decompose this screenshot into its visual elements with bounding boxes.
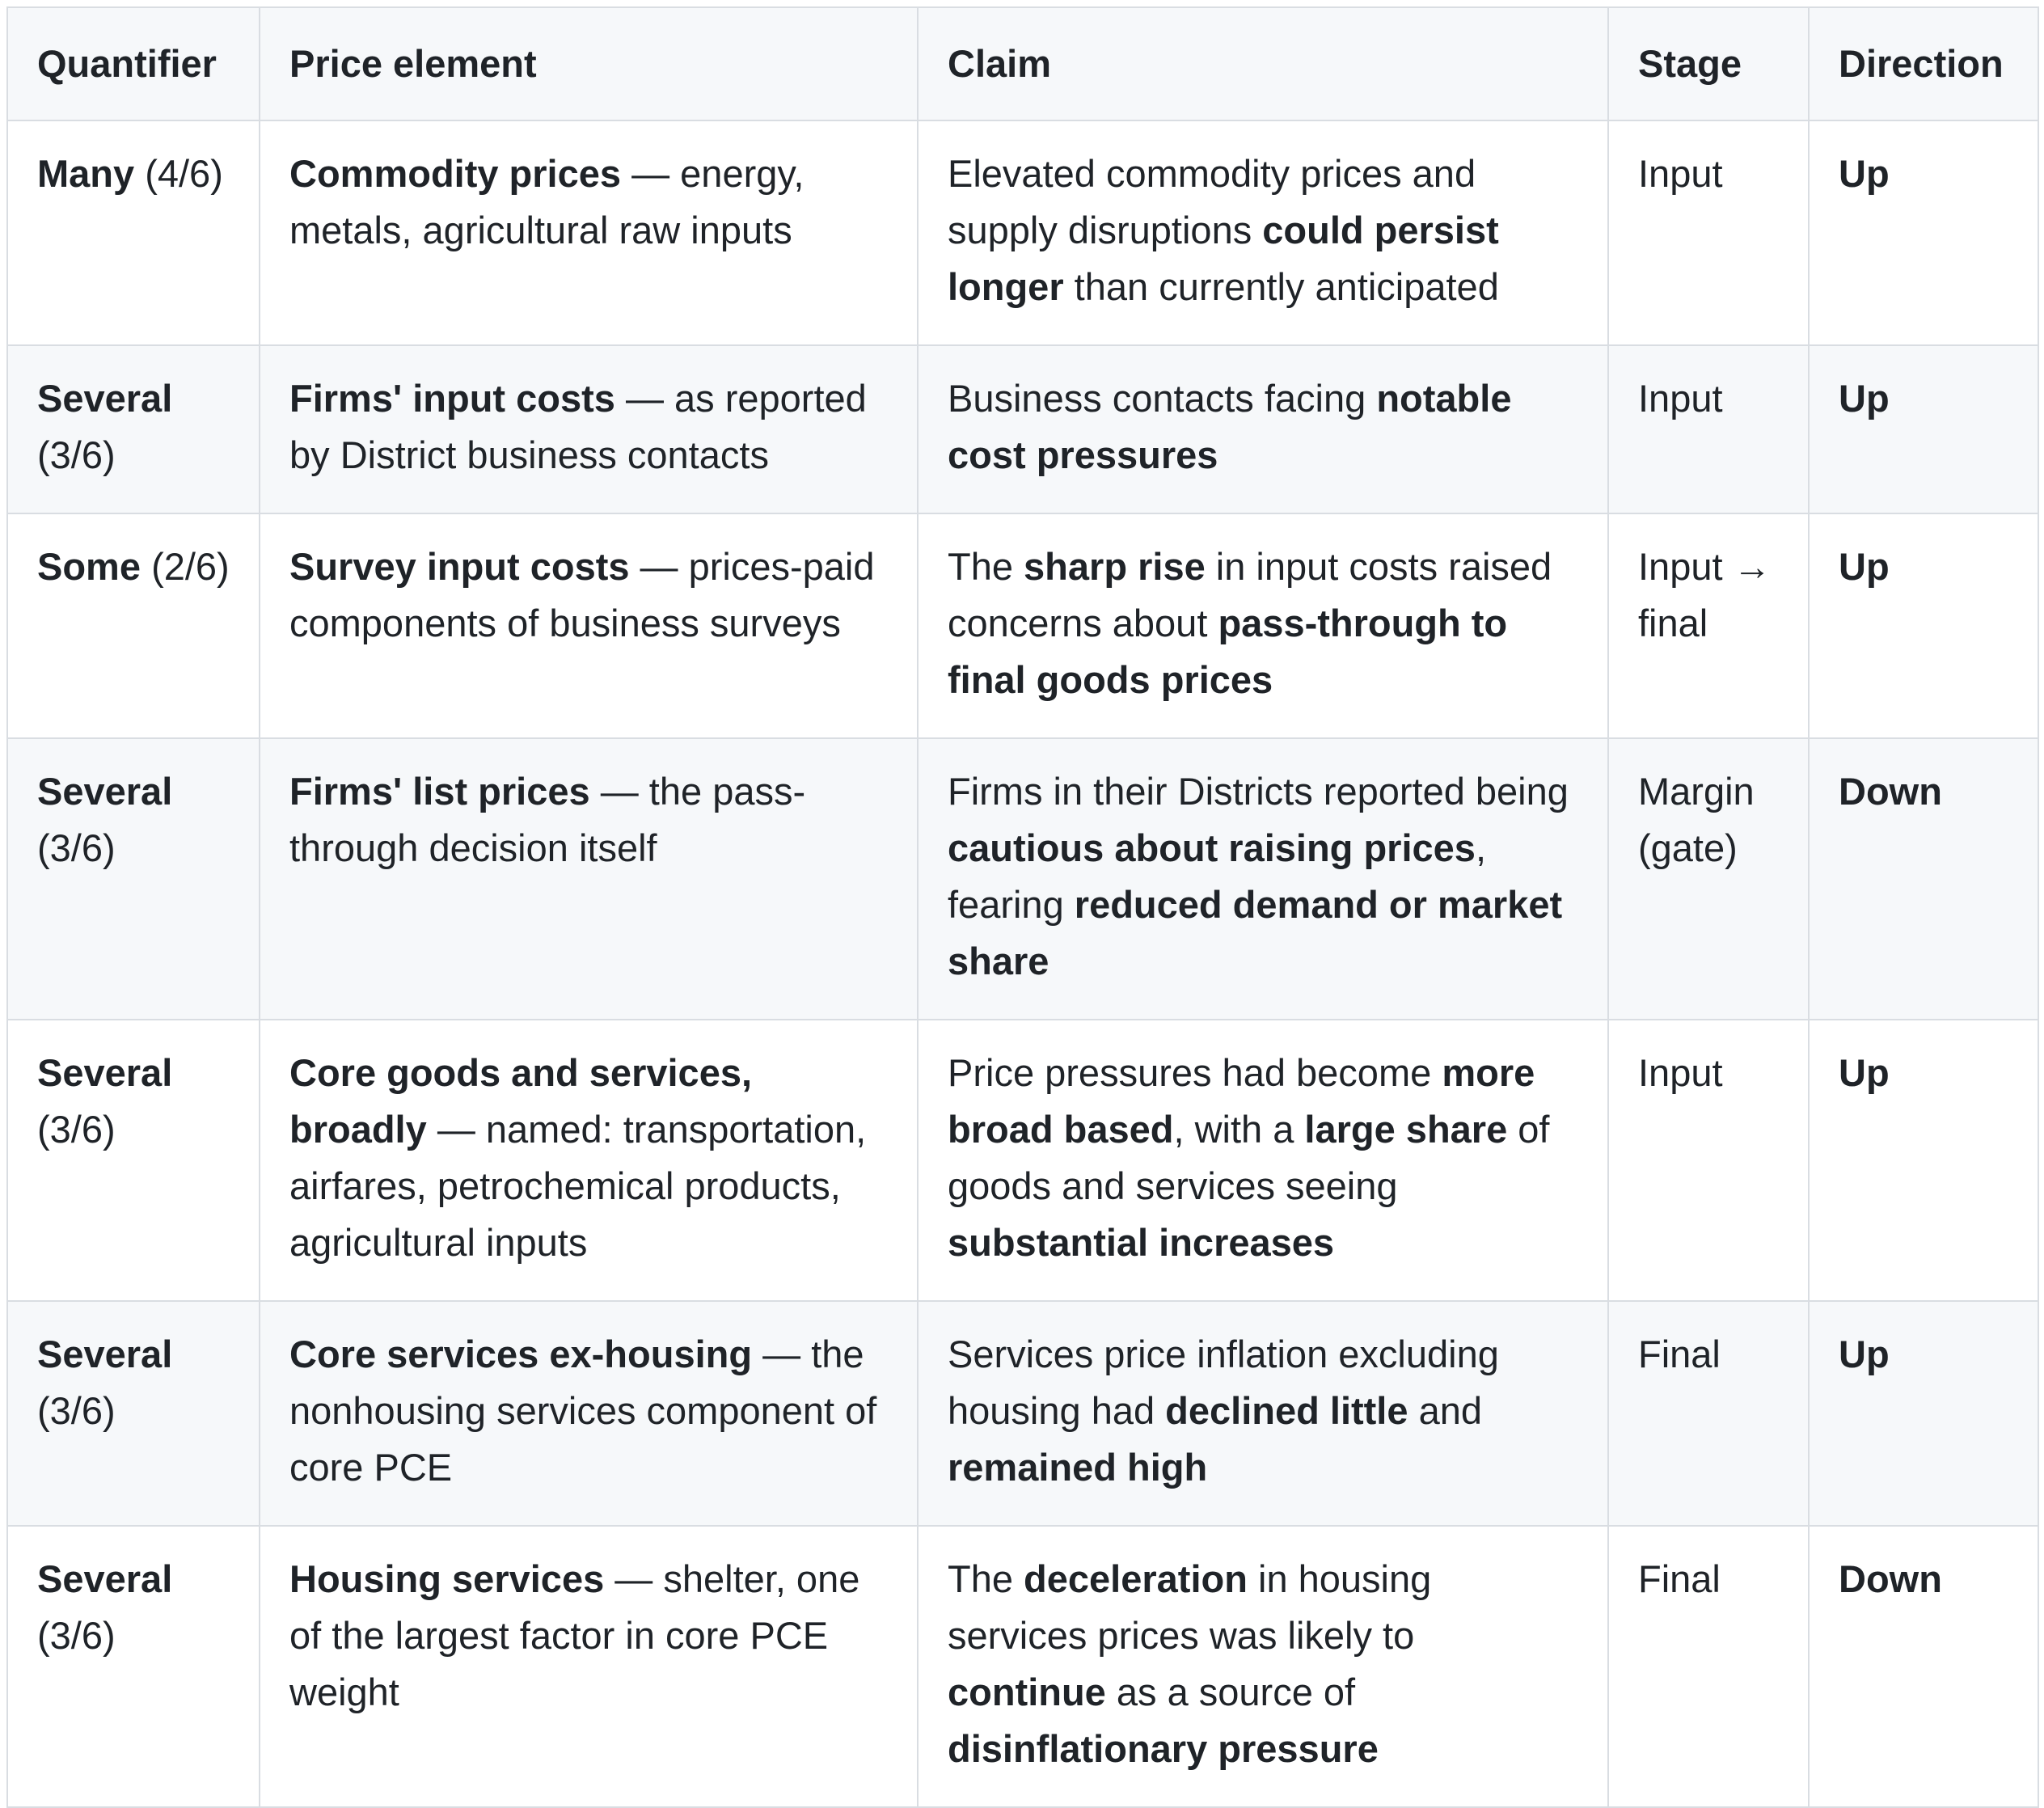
price-element-name: Core goods and services, broadly (289, 1051, 753, 1151)
price-element-name: Housing services (289, 1557, 605, 1600)
direction-value: Up (1839, 377, 1890, 420)
claim-emphasis: notable cost pressures (948, 377, 1512, 476)
price-element-cell: Core services ex-housing — the nonhousing services component of core PCE (260, 1301, 918, 1526)
table-body (7, 120, 2038, 1807)
header-row (7, 7, 2038, 120)
quantifier-cell (7, 513, 260, 738)
header-price-element: Price element (260, 7, 918, 120)
price-element-description: the nonhousing services component of core PCE (289, 1333, 877, 1489)
quantifier-cell (7, 1301, 260, 1526)
quantifier-count: (4/6) (145, 152, 223, 195)
quantifier-word: Several (37, 770, 173, 813)
table-row (7, 738, 2038, 1020)
claim-emphasis: large share (1304, 1108, 1508, 1151)
table-container (6, 6, 2038, 1808)
price-element-cell: Firms' list prices — the pass-through decision itself (260, 738, 918, 1020)
header-direction: Direction (1809, 7, 2038, 120)
direction-cell (1809, 513, 2038, 738)
claim-cell (918, 738, 1608, 1020)
claim-text: than currently anticipated (1063, 265, 1499, 308)
table-row (7, 1301, 2038, 1526)
claim-emphasis: could persist longer (948, 209, 1499, 308)
price-element-name: Core services ex-housing (289, 1333, 753, 1375)
direction-cell (1809, 120, 2038, 345)
claim-emphasis: pass-through to final goods prices (948, 602, 1508, 701)
table-row (7, 513, 2038, 738)
claim-emphasis: disinflationary pressure (948, 1727, 1379, 1770)
price-element-cell: Commodity prices — energy, metals, agricultural raw inputs (260, 120, 918, 345)
quantifier-count: (3/6) (37, 433, 116, 476)
header-claim: Claim (918, 7, 1608, 120)
price-element-description: as reported by District business contacts (289, 377, 867, 476)
claim-text: and (1408, 1389, 1482, 1432)
direction-value: Up (1839, 545, 1890, 588)
price-element-description: prices-paid components of business surveys (289, 545, 875, 644)
claim-cell (918, 1526, 1608, 1807)
claim-text: of goods and services seeing (948, 1108, 1550, 1207)
stage-cell: Input (1608, 345, 1809, 513)
direction-cell (1809, 1301, 2038, 1526)
claim-cell (918, 1301, 1608, 1526)
direction-value: Up (1839, 1333, 1890, 1375)
price-element-description: shelter, one of the largest factor in core PCE weight (289, 1557, 860, 1713)
quantifier-word: Some (37, 545, 141, 588)
claim-text: as a source of (1105, 1671, 1356, 1713)
table-row (7, 120, 2038, 345)
direction-value: Up (1839, 152, 1890, 195)
claim-text: , fearing (948, 826, 1486, 926)
claim-text: The (948, 545, 1024, 588)
quantifier-cell (7, 120, 260, 345)
price-element-cell: Core goods and services, broadly — named: transportation, airfares, petrochemical products, agricultural inputs (260, 1020, 918, 1301)
stage-cell: Margin (gate) (1608, 738, 1809, 1020)
quantifier-word: Several (37, 1051, 173, 1094)
claim-emphasis: cautious about raising prices (948, 826, 1476, 869)
quantifier-cell (7, 345, 260, 513)
price-element-cell: Survey input costs — prices-paid components of business surveys (260, 513, 918, 738)
claim-text: The (948, 1557, 1024, 1600)
direction-cell (1809, 345, 2038, 513)
direction-cell (1809, 738, 2038, 1020)
price-pressure-table (6, 6, 2039, 1808)
price-element-description: energy, metals, agricultural raw inputs (289, 152, 805, 251)
claim-text: Price pressures had become (948, 1051, 1442, 1094)
direction-value: Up (1839, 1051, 1890, 1094)
quantifier-count: (3/6) (37, 826, 116, 869)
direction-value: Down (1839, 1557, 1942, 1600)
direction-value: Down (1839, 770, 1942, 813)
quantifier-count: (3/6) (37, 1614, 116, 1657)
header-quantifier: Quantifier (7, 7, 260, 120)
header-stage: Stage (1608, 7, 1809, 120)
claim-text: in housing services prices was likely to (948, 1557, 1432, 1657)
stage-cell: Input (1608, 1020, 1809, 1301)
table-row (7, 345, 2038, 513)
claim-emphasis: sharp rise (1024, 545, 1206, 588)
claim-cell (918, 513, 1608, 738)
claim-emphasis: continue (948, 1671, 1106, 1713)
quantifier-count: (2/6) (151, 545, 230, 588)
claim-emphasis: reduced demand or market share (948, 883, 1563, 982)
quantifier-word: Several (37, 1333, 173, 1375)
price-element-name: Commodity prices (289, 152, 622, 195)
quantifier-word: Many (37, 152, 135, 195)
price-element-cell: Housing services — shelter, one of the largest factor in core PCE weight (260, 1526, 918, 1807)
stage-cell: Final (1608, 1301, 1809, 1526)
claim-cell (918, 345, 1608, 513)
price-element-description: the pass-through decision itself (289, 770, 806, 869)
stage-cell: Input (1608, 120, 1809, 345)
claim-text: Firms in their Districts reported being (948, 770, 1569, 813)
table-header (7, 7, 2038, 120)
price-element-cell: Firms' input costs — as reported by District business contacts (260, 345, 918, 513)
direction-cell (1809, 1020, 2038, 1301)
price-element-name: Survey input costs (289, 545, 630, 588)
price-element-name: Firms' input costs (289, 377, 615, 420)
table-row (7, 1020, 2038, 1301)
claim-emphasis: more broad based (948, 1051, 1535, 1151)
claim-cell (918, 1020, 1608, 1301)
quantifier-cell (7, 1526, 260, 1807)
quantifier-word: Several (37, 377, 173, 420)
claim-text: Elevated commodity prices and supply disruptions (948, 152, 1476, 251)
stage-cell: Input → final (1608, 513, 1809, 738)
claim-emphasis: remained high (948, 1446, 1208, 1489)
claim-emphasis: substantial increases (948, 1221, 1335, 1264)
table-row (7, 1526, 2038, 1807)
quantifier-cell (7, 1020, 260, 1301)
quantifier-word: Several (37, 1557, 173, 1600)
claim-text: Services price inflation excluding housing had (948, 1333, 1499, 1432)
claim-text: in input costs raised concerns about (948, 545, 1552, 644)
price-element-name: Firms' list prices (289, 770, 590, 813)
price-element-description: named: transportation, airfares, petrochemical products, agricultural inputs (289, 1108, 867, 1264)
claim-cell (918, 120, 1608, 345)
claim-emphasis: deceleration (1024, 1557, 1248, 1600)
quantifier-cell (7, 738, 260, 1020)
direction-cell (1809, 1526, 2038, 1807)
stage-cell: Final (1608, 1526, 1809, 1807)
claim-emphasis: declined little (1165, 1389, 1408, 1432)
quantifier-count: (3/6) (37, 1389, 116, 1432)
claim-text: , with a (1173, 1108, 1305, 1151)
claim-text: Business contacts facing (948, 377, 1377, 420)
quantifier-count: (3/6) (37, 1108, 116, 1151)
